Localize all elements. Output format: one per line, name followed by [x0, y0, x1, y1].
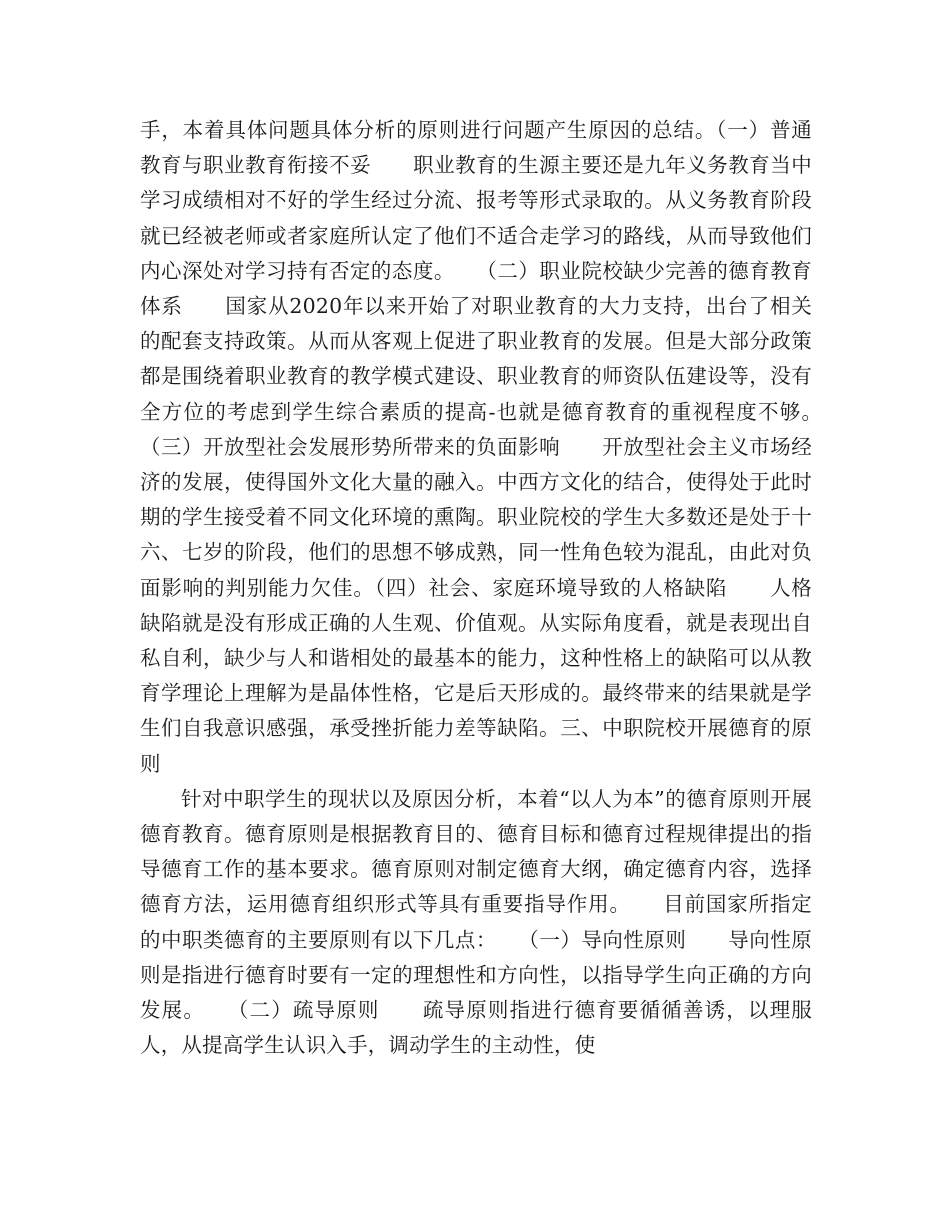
body-text: [140, 113, 854, 1063]
paragraph-causes: 手，本着具体问题具体分析的原则进行问题产生原因的总结。（一）普通教育与职业教育衔接不妥 职业教育的生源主要还是九年义务教育当中学习成绩相对不好的学生经过分流、报考等形式录取的。从义务教育阶段就已经被老师或者家庭所认定了他们不适合走学习的路线，从而导致他们内心深处对学习持有否定的态度。 （二）职业院校缺少完善的德育教育体系 国家从2020年以来开始了对职业教育的大力支持，出台了相关的配套支持政策。从而从客观上促进了职业教育的发展。但是大部分政策都是围绕着职业教育的教学模式建设、职业教育的师资队伍建设等，没有全方位的考虑到学生综合素质的提高-也就是德育教育的重视程度不够。 （三）开放型社会发展形势所带来的负面影响 开放型社会主义市场经济的发展，使得国外文化大量的融入。中西方文化的结合，使得处于此时期的学生接受着不同文化环境的熏陶。职业院校的学生大多数还是处于十六、七岁的阶段，他们的思想不够成熟，同一性角色较为混乱，由此对负面影响的判别能力欠佳。（四）社会、家庭环境导致的人格缺陷 人格缺陷就是没有形成正确的人生观、价值观。从实际角度看，就是表现出自私自利，缺少与人和谐相处的最基本的能力，这种性格上的缺陷可以从教育学理论上理解为是晶体性格，它是后天形成的。最终带来的结果就是学生们自我意识感强，承受挫折能力差等缺陷。三、中职院校开展德育的原则: [140, 118, 854, 776]
paragraph-principles: 针对中职学生的现状以及原因分析，本着“以人为本”的德育原则开展德育教育。德育原则是根据教育目的、德育目标和德育过程规律提出的指导德育工作的基本要求。德育原则对制定德育大纲，确定德育内容，选择德育方法，运用德育组织形式等具有重要指导作用。 目前国家所指定的中职类德育的主要原则有以下几点： （一）导向性原则 导向性原则是指进行德育时要有一定的理想性和方向性，以指导学生向正确的方向发展。 （二）疏导原则 疏导原则指进行德育要循循善诱，以理服人，从提高学生认识入手，调动学生的主动性，使: [140, 786, 812, 1058]
